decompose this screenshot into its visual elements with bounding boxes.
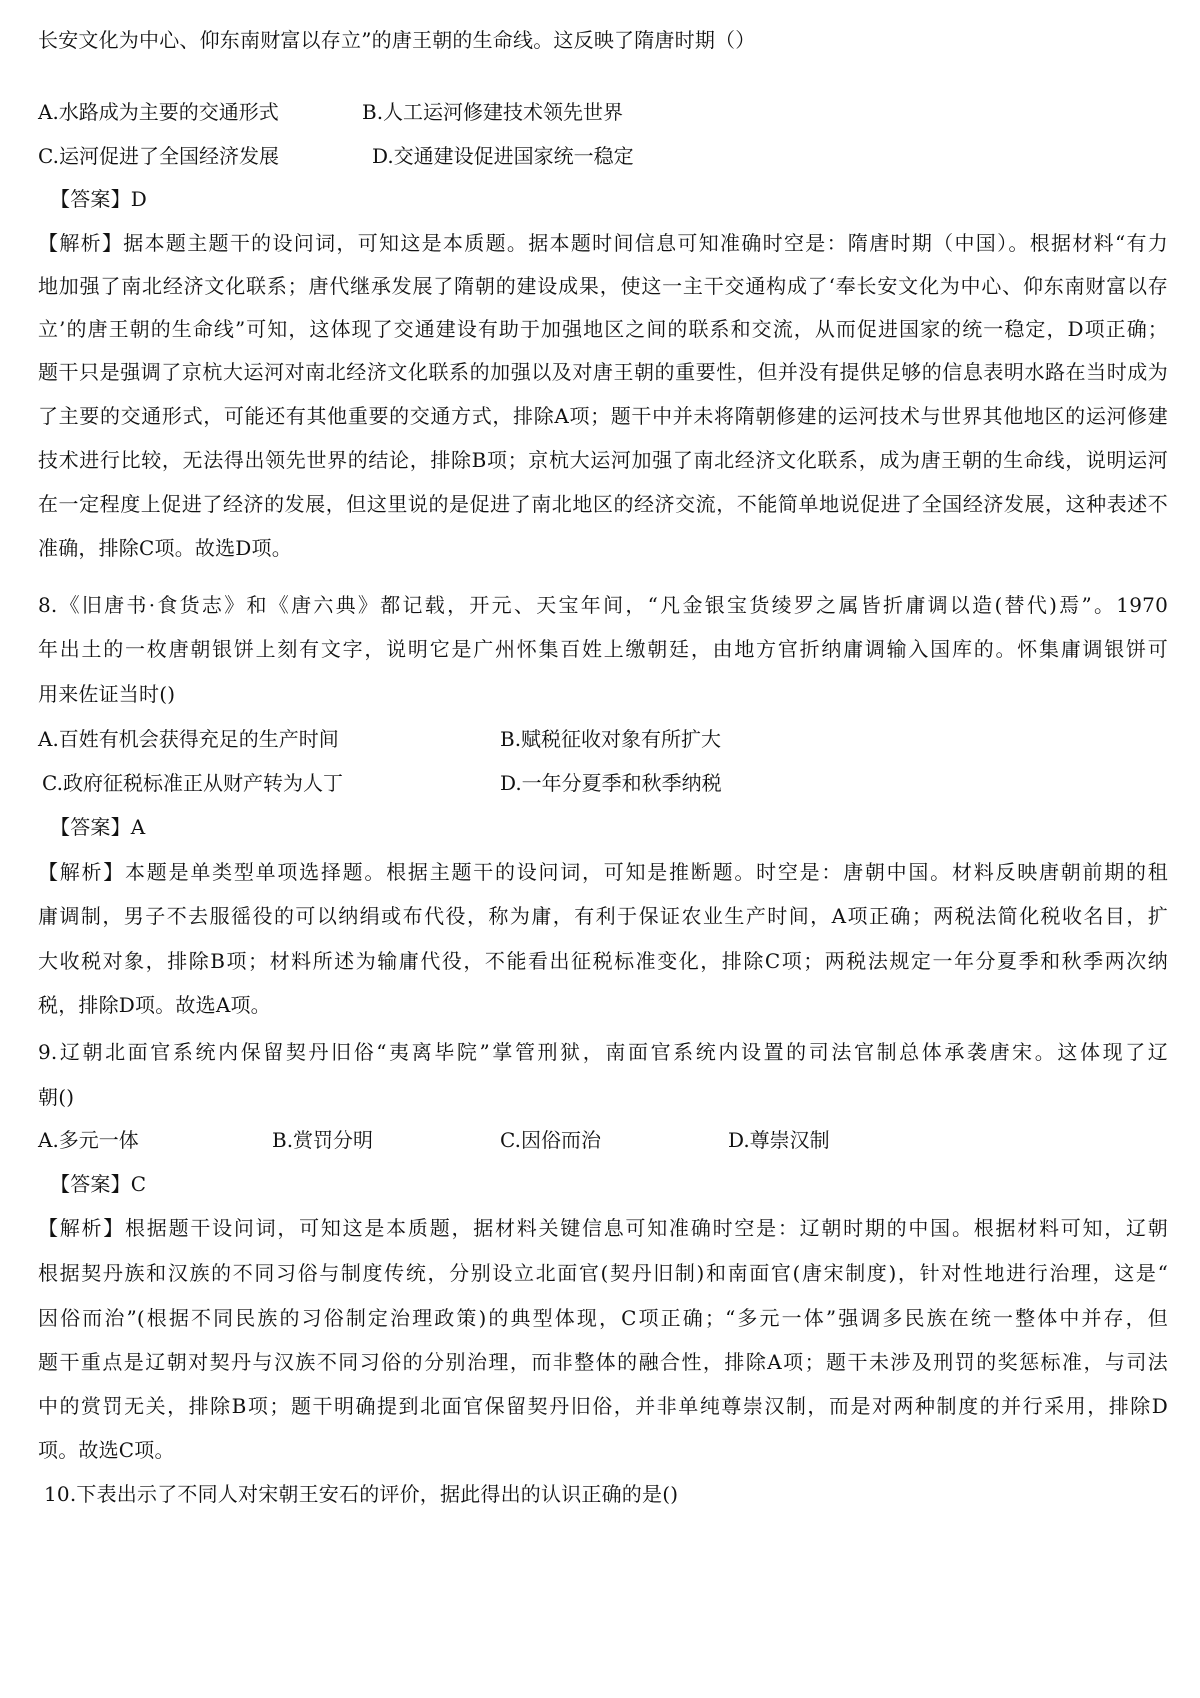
q8-analysis-line: 【解析】本题是单类型单项选择题。根据主题干的设问词，可知是推断题。时空是：唐朝中国。材料反映唐朝前期的租 [38, 860, 1168, 884]
q7-option-c: C.运河促进了全国经济发展 [38, 144, 279, 168]
q9-analysis-line: 根据契丹族和汉族的不同习俗与制度传统，分别设立北面官(契丹旧制)和南面官(唐宋制度)，针对性地进行治理，这是“ [38, 1261, 1168, 1285]
q9-analysis-line: 项。故选C项。 [38, 1438, 175, 1462]
q8-option-a: A.百姓有机会获得充足的生产时间 [38, 727, 339, 751]
q7-option-d: D.交通建设促进国家统一稳定 [372, 144, 634, 168]
q8-stem-line: 用来佐证当时() [38, 682, 176, 706]
q8-stem-line: 8.《旧唐书·食货志》和《唐六典》都记载，开元、天宝年间，“凡金银宝货绫罗之属皆折庸调以造(替代)焉”。1970 [38, 593, 1168, 617]
q7-analysis-line: 技术进行比较，无法得出领先世界的结论，排除B项；京杭大运河加强了南北经济文化联系，成为唐王朝的生命线，说明运河 [38, 448, 1168, 472]
q7-analysis-line: 题干只是强调了京杭大运河对南北经济文化联系的加强以及对唐王朝的重要性，但并没有提供足够的信息表明水路在当时成为 [38, 360, 1168, 384]
q9-stem-line: 朝() [38, 1085, 75, 1109]
q7-answer: 【答案】D [50, 187, 148, 211]
q8-analysis-line: 庸调制，男子不去服徭役的可以纳绢或布代役，称为庸，有利于保证农业生产时间，A项正确；两税法简化税收名目，扩 [38, 904, 1168, 928]
q9-analysis-line: 题干重点是辽朝对契丹与汉族不同习俗的分别治理，而非整体的融合性，排除A项；题干未涉及刑罚的奖惩标准，与司法 [38, 1350, 1168, 1374]
q9-option-a: A.多元一体 [38, 1128, 139, 1152]
q7-stem-tail: 长安文化为中心、仰东南财富以存立”的唐王朝的生命线。这反映了隋唐时期（） [38, 28, 756, 52]
q8-option-b: B.赋税征收对象有所扩大 [500, 727, 722, 751]
q9-option-b: B.赏罚分明 [272, 1128, 374, 1152]
q9-option-d: D.尊崇汉制 [728, 1128, 830, 1152]
q8-stem-line: 年出土的一枚唐朝银饼上刻有文字，说明它是广州怀集百姓上缴朝廷，由地方官折纳庸调输入国库的。怀集庸调银饼可 [38, 637, 1168, 661]
q9-stem-line: 9.辽朝北面官系统内保留契丹旧俗“夷离毕院”掌管刑狱，南面官系统内设置的司法官制总体承袭唐宋。这体现了辽 [38, 1040, 1168, 1064]
q7-analysis-line: 在一定程度上促进了经济的发展，但这里说的是促进了南北地区的经济交流，不能简单地说促进了全国经济发展，这种表述不 [38, 492, 1168, 516]
q9-option-c: C.因俗而治 [500, 1128, 601, 1152]
q8-answer: 【答案】A [50, 815, 146, 839]
q9-analysis-line: 【解析】根据题干设问词，可知这是本质题，据材料关键信息可知准确时空是：辽朝时期的中国。根据材料可知，辽朝 [38, 1216, 1168, 1240]
q7-analysis-line: 了主要的交通形式，可能还有其他重要的交通方式，排除A项；题干中并未将隋朝修建的运河技术与世界其他地区的运河修建 [38, 404, 1168, 428]
q8-analysis-line: 大收税对象，排除B项；材料所述为输庸代役，不能看出征税标准变化，排除C项；两税法规定一年分夏季和秋季两次纳 [38, 949, 1168, 973]
q8-analysis-line: 税，排除D项。故选A项。 [38, 993, 271, 1017]
q10-stem: 10.下表出示了不同人对宋朝王安石的评价，据此得出的认识正确的是() [44, 1482, 679, 1506]
q7-option-a: A.水路成为主要的交通形式 [38, 100, 279, 124]
q7-analysis-line: 地加强了南北经济文化联系；唐代继承发展了隋朝的建设成果，使这一主干交通构成了‘奉长安文化为中心、仰东南财富以存 [38, 274, 1168, 298]
q9-answer: 【答案】C [50, 1172, 147, 1196]
q9-analysis-line: 因俗而治”(根据不同民族的习俗制定治理政策)的典型体现，C项正确；“多元一体”强调多民族在统一整体中并存，但 [38, 1306, 1168, 1330]
q9-analysis-line: 中的赏罚无关，排除B项；题干明确提到北面官保留契丹旧俗，并非单纯尊崇汉制，而是对两种制度的并行采用，排除D [38, 1394, 1168, 1418]
q8-option-c: C.政府征税标准正从财产转为人丁 [42, 771, 343, 795]
q7-analysis-line: 【解析】据本题主题干的设问词，可知这是本质题。据本题时间信息可知准确时空是：隋唐时期（中国）。根据材料“有力 [38, 231, 1168, 255]
q8-option-d: D.一年分夏季和秋季纳税 [500, 771, 722, 795]
q7-option-b: B.人工运河修建技术领先世界 [362, 100, 624, 124]
q7-analysis-line: 立’的唐王朝的生命线”可知，这体现了交通建设有助于加强地区之间的联系和交流，从而促进国家的统一稳定，D项正确； [38, 317, 1168, 341]
q7-analysis-line: 准确，排除C项。故选D项。 [38, 536, 292, 560]
